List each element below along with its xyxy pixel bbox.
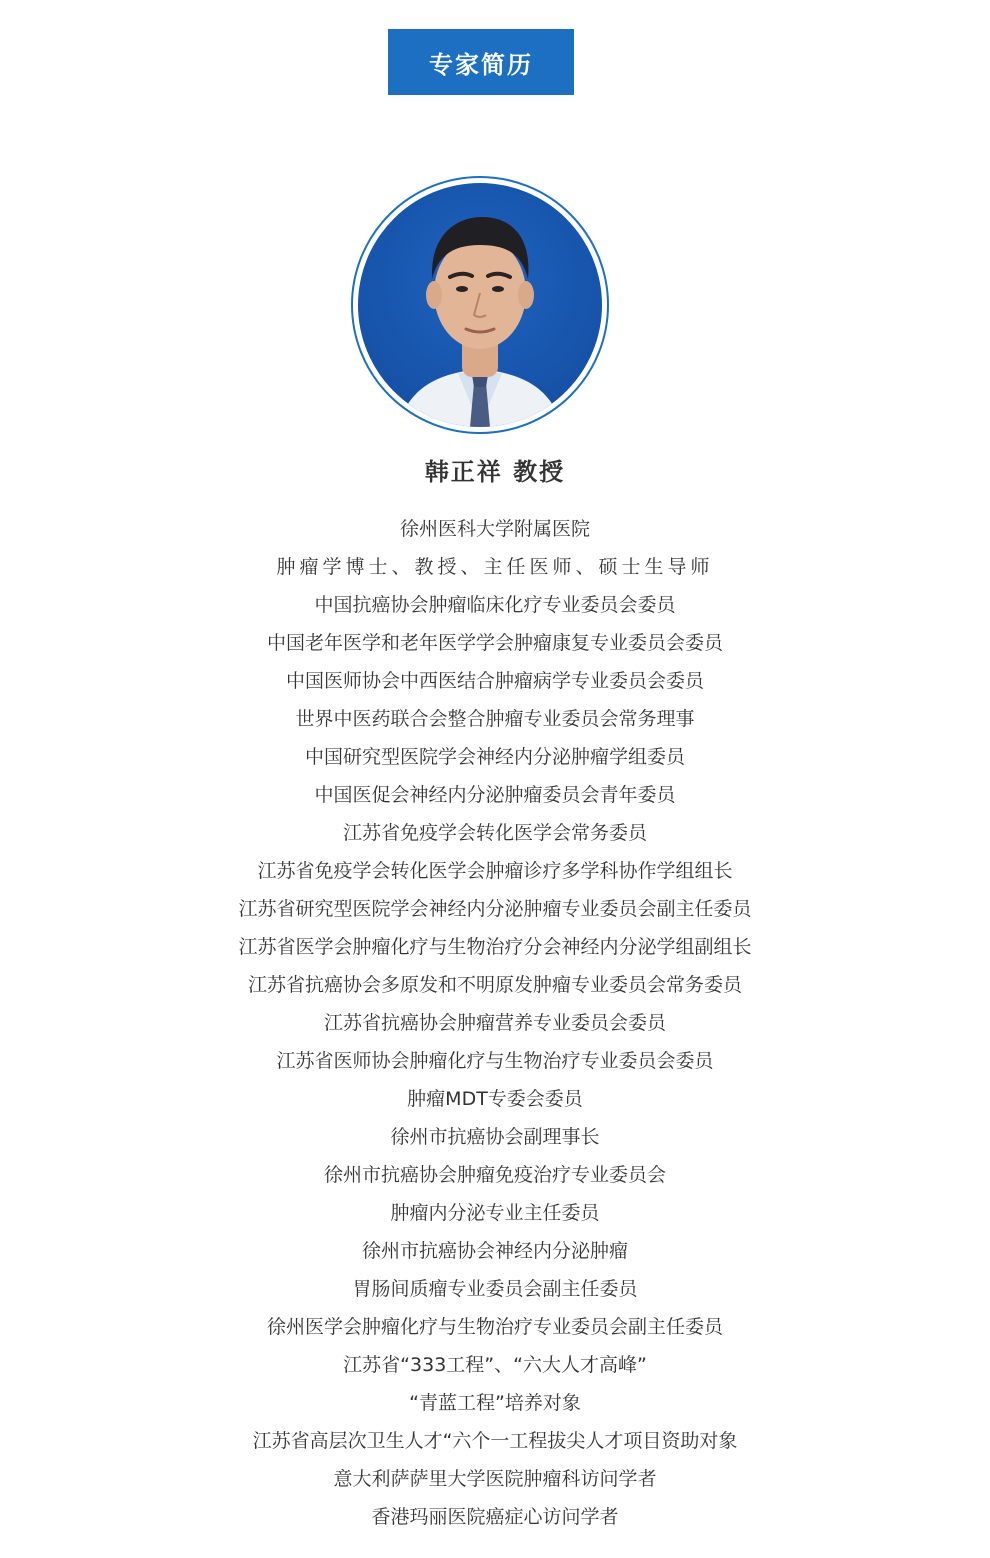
credential-item: 江苏省免疫学会转化医学会常务委员	[342, 822, 647, 844]
credential-item: 江苏省抗癌协会多原发和不明原发肿瘤专业委员会常务委员	[247, 974, 742, 996]
credential-item: 意大利萨萨里大学医院肿瘤科访问学者	[333, 1468, 657, 1490]
credential-item: 香港玛丽医院癌症心访问学者	[371, 1506, 619, 1528]
credential-item: 中国老年医学和老年医学学会肿瘤康复专业委员会委员	[266, 632, 723, 654]
credential-item: 徐州医科大学附属医院	[399, 518, 590, 540]
credential-item: 江苏省研究型医院学会神经内分泌肿瘤专业委员会副主任委员	[238, 898, 752, 920]
credential-item: 徐州市抗癌协会肿瘤免疫治疗专业委员会	[323, 1164, 666, 1186]
expert-name: 韩正祥 教授	[424, 458, 566, 486]
section-title: 专家简历	[429, 50, 533, 79]
credential-item: 徐州市抗癌协会神经内分泌肿瘤	[361, 1240, 628, 1262]
credential-item: 中国医师协会中西医结合肿瘤病学专业委员会委员	[285, 670, 704, 692]
portrait-ring	[351, 176, 609, 434]
credential-item: 肿瘤学博士、教授、主任医师、硕士生导师	[276, 556, 714, 578]
doctor-portrait-photo	[358, 183, 602, 427]
credential-item: 胃肠间质瘤专业委员会副主任委员	[352, 1278, 638, 1300]
credential-item: 中国研究型医院学会神经内分泌肿瘤学组委员	[304, 746, 685, 768]
credential-item: 世界中医药联合会整合肿瘤专业委员会常务理事	[295, 708, 695, 730]
credential-item: 江苏省医学会肿瘤化疗与生物治疗分会神经内分泌学组副组长	[238, 936, 752, 958]
credential-item: 中国医促会神经内分泌肿瘤委员会青年委员	[314, 784, 676, 806]
credential-item: 肿瘤内分泌专业主任委员	[390, 1202, 600, 1224]
credential-item: 江苏省免疫学会转化医学会肿瘤诊疗多学科协作学组组长	[257, 860, 733, 882]
credential-item: 中国抗癌协会肿瘤临床化疗专业委员会委员	[314, 594, 676, 616]
credential-item: 徐州医学会肿瘤化疗与生物治疗专业委员会副主任委员	[266, 1316, 723, 1338]
credential-item: 江苏省高层次卫生人才“六个一工程拔尖人才项目资助对象	[252, 1430, 738, 1452]
credential-item: 江苏省抗癌协会肿瘤营养专业委员会委员	[323, 1012, 666, 1034]
credential-item: 江苏省医师协会肿瘤化疗与生物治疗专业委员会委员	[276, 1050, 714, 1072]
credential-item: 肿瘤MDT专委会委员	[407, 1088, 583, 1110]
credentials-list	[0, 510, 990, 1536]
credential-item: “青蓝工程”培养对象	[409, 1392, 581, 1414]
section-title-badge	[388, 29, 574, 95]
credential-item: 徐州市抗癌协会副理事长	[390, 1126, 600, 1148]
credential-item: 江苏省“333工程”、“六大人才高峰”	[343, 1354, 647, 1376]
doctor-portrait	[358, 183, 602, 427]
